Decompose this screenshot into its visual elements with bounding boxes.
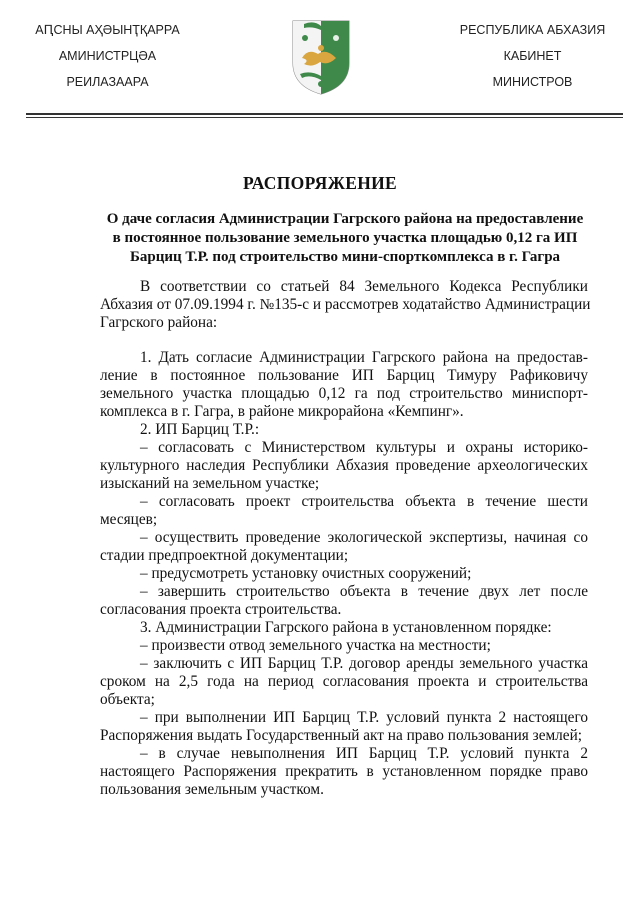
- paragraph-line: настоящего Распоряжения прекратить в установленном порядке право: [100, 763, 588, 780]
- paragraph: [100, 565, 588, 583]
- paragraph: [100, 421, 588, 439]
- paragraph-line: 3. Администрации Гагрского района в установленном порядке:: [140, 619, 552, 636]
- paragraph-line: пользования земельным участком.: [100, 781, 324, 798]
- paragraph-line: комплекса в г. Гагра, в районе микрорайона «Кемпинг».: [100, 403, 464, 420]
- paragraph: [100, 529, 588, 565]
- paragraph-line: – заключить с ИП Барциц Т.Р. договор аренды земельного участка: [140, 655, 588, 672]
- paragraph-line: земельного участка площадью 0,12 га под строительство миниспорт-: [100, 385, 588, 402]
- header-right-russian: [440, 17, 625, 95]
- paragraph: [100, 278, 591, 332]
- paragraph-line: – согласовать проект строительства объекта в течение шести: [140, 493, 588, 510]
- header-right-line: МИНИСТРОВ: [492, 75, 573, 89]
- paragraph-line: культурного наследия Республики Абхазия проведение археологических: [100, 457, 588, 474]
- header-left-abkhaz: [20, 17, 195, 95]
- paragraph-line: 1. Дать согласие Администрации Гагрского района на предостав-: [140, 349, 588, 366]
- header-right-line: КАБИНЕТ: [503, 49, 562, 63]
- document-title: РАСПОРЯЖЕНИЕ: [242, 173, 397, 193]
- paragraph-line: Распоряжения выдать Государственный акт на право пользования землей;: [100, 727, 583, 744]
- paragraph-line: согласования проекта строительства.: [100, 601, 342, 618]
- coat-of-arms-emblem: [290, 18, 352, 96]
- paragraph-line: 2. ИП Барциц Т.Р.:: [140, 421, 260, 438]
- paragraph: [100, 349, 588, 421]
- header-right-line: РЕСПУБЛИКА АБХАЗИЯ: [459, 23, 606, 37]
- paragraph: [100, 745, 588, 799]
- paragraph: [100, 655, 588, 709]
- paragraph-line: сроком на 2,5 года на период согласования проекта и строительства: [100, 673, 588, 690]
- paragraph-line: изысканий на земельном участке;: [100, 475, 320, 492]
- subtitle-line: Барциц Т.Р. под строительство мини-спорткомплекса в г. Гагра: [129, 249, 561, 265]
- paragraph: [100, 439, 588, 493]
- subtitle-line: О даче согласия Администрации Гагрского района на предоставление: [106, 211, 584, 227]
- paragraph-line: В соответствии со статьей 84 Земельного Кодекса Республики: [140, 278, 588, 295]
- document-subtitle: [100, 210, 590, 267]
- paragraph-line: – осуществить проведение экологической экспертизы, начиная со: [140, 529, 588, 546]
- paragraph-line: – при выполнении ИП Барциц Т.Р. условий пункта 2 настоящего: [140, 709, 588, 726]
- header-left-line: АԤСНЫ АҲӘЫНҬҚАРРА: [35, 23, 180, 37]
- paragraph-line: объекта;: [100, 691, 155, 708]
- paragraph-line: ление в постоянное пользование ИП Барциц Тимуру Рафиковичу: [100, 367, 588, 384]
- header-rule-thin: [26, 117, 623, 118]
- paragraph-line: стадии предпроектной документации;: [100, 547, 349, 564]
- paragraph: [100, 709, 588, 745]
- header-rule-thick: [26, 113, 623, 115]
- paragraph: [100, 637, 588, 655]
- paragraph: [100, 583, 588, 619]
- paragraph-line: – согласовать с Министерством культуры и охраны историко-: [140, 439, 588, 456]
- paragraph-line: – предусмотреть установку очистных сооружений;: [140, 565, 472, 582]
- subtitle-line: в постоянное пользование земельного участка площадью 0,12 га ИП: [112, 230, 578, 246]
- paragraph-line: – в случае невыполнения ИП Барциц Т.Р. условий пункта 2: [140, 745, 588, 762]
- paragraph: [100, 619, 588, 637]
- paragraph-line: – произвести отвод земельного участка на местности;: [140, 637, 491, 654]
- paragraph-line: Абхазия от 07.09.1994 г. №135-с и рассмотрев ходатайство Администрации: [100, 296, 591, 313]
- paragraph-line: месяцев;: [100, 511, 158, 528]
- document-body: [100, 278, 591, 799]
- paragraph-line: Гагрского района:: [100, 314, 218, 331]
- header-left-line: АМИНИСТРЦӘА: [58, 49, 157, 63]
- paragraph: [100, 493, 588, 529]
- paragraph-line: – завершить строительство объекта в течение двух лет после: [140, 583, 588, 600]
- header-left-line: РЕИЛАЗААРА: [66, 75, 149, 89]
